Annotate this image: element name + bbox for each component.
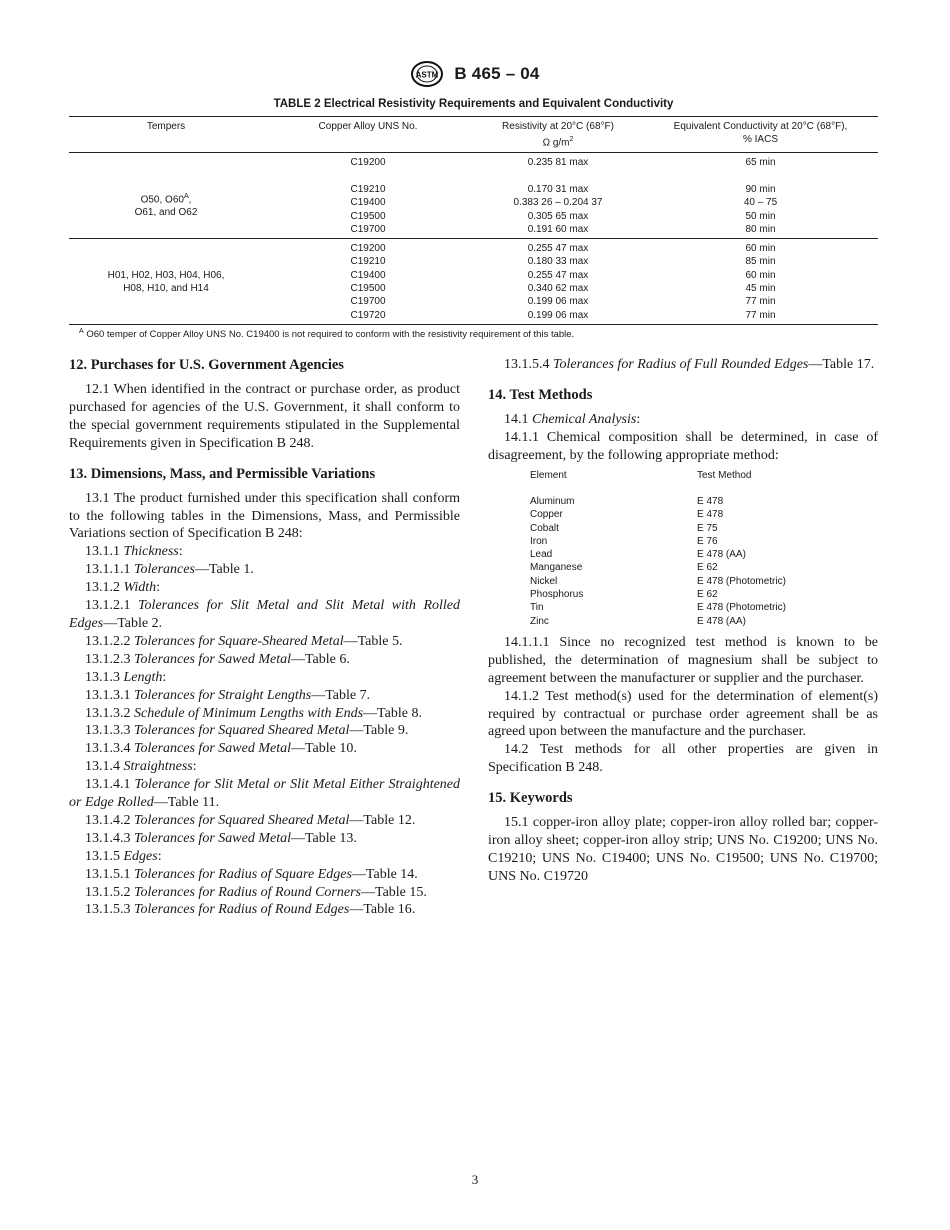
item-number: 13.1.5.2 xyxy=(85,884,131,900)
alloy-cell xyxy=(263,242,473,322)
item-number: 13.1.2.2 xyxy=(85,633,131,649)
temper-footnote-mark: A xyxy=(183,193,189,201)
alloy-value: C19700 xyxy=(350,223,386,235)
methods-header-row xyxy=(530,469,786,495)
alloy-value: C19720 xyxy=(350,309,386,321)
item-number: 13.1.3.4 xyxy=(85,741,131,757)
element-cell: Zinc xyxy=(530,615,549,627)
conductivity-cell xyxy=(643,156,878,236)
table-row xyxy=(530,588,786,601)
section-14-heading: 14. Test Methods xyxy=(488,386,593,403)
item-number: 13.1.4.2 xyxy=(85,812,131,828)
list-item xyxy=(69,722,460,740)
temper-cell xyxy=(69,242,263,322)
section-13-heading: 13. Dimensions, Mass, and Permissible Variations xyxy=(69,465,376,482)
method-cell: E 76 xyxy=(697,535,718,547)
conductivity-value: 90 min xyxy=(745,183,776,195)
paragraph-14-1-1-1: 14.1.1.1 Since no recognized test method is known to be published, the determination of magnesium shall be subject to agreement between the manufacturer or supplier and the purchaser. xyxy=(488,634,878,686)
conductivity-value: 65 min xyxy=(745,157,776,169)
element-cell: Lead xyxy=(530,549,553,561)
method-cell: E 478 (Photometric) xyxy=(697,602,786,614)
temper-text: O50, O60 xyxy=(140,194,184,206)
header-resistivity-line2 xyxy=(473,133,643,149)
paragraph-14-1 xyxy=(488,411,878,429)
header-conductivity-line1: Equivalent Conductivity at 20°C (68°F), xyxy=(673,121,848,132)
conductivity-cell xyxy=(643,242,878,322)
header-conductivity xyxy=(643,117,878,153)
header-resistivity-line1: Resistivity at 20°C (68°F) xyxy=(502,121,614,132)
table-row xyxy=(530,561,786,574)
temper-cell xyxy=(69,156,263,236)
paragraph-13-1: 13.1 The product furnished under this specification shall conform to the following tables in the Dimensions, Mass, and Permissible Variations section of Specification B 248: xyxy=(69,490,460,542)
item-ref: —Table 16. xyxy=(349,902,416,918)
table-footnote xyxy=(69,328,878,340)
resistivity-value: 0.180 33 max xyxy=(527,256,589,268)
table-row xyxy=(530,508,786,521)
item-title: Straightness xyxy=(123,759,193,775)
resistivity-cell xyxy=(473,156,643,236)
document-id: B 465 – 04 xyxy=(454,64,540,83)
methods-header-method: Test Method xyxy=(697,469,752,481)
item-title: Tolerances for Square-Sheared Metal xyxy=(134,633,344,649)
temper-line: H01, H02, H03, H04, H06, xyxy=(107,270,225,281)
method-cell: E 478 xyxy=(697,495,724,507)
temper-text-end: , xyxy=(188,194,192,206)
list-item xyxy=(69,651,460,669)
item-number: 13.1.3 xyxy=(85,669,120,685)
footnote-mark: A xyxy=(79,327,84,335)
alloy-value: C19210 xyxy=(350,256,386,268)
astm-logo-icon xyxy=(410,60,444,88)
item-ref: : xyxy=(162,669,167,685)
list-item xyxy=(69,866,460,884)
resistivity-value: 0.170 31 max xyxy=(527,183,589,195)
item-number: 13.1.3.1 xyxy=(85,687,131,703)
element-cell: Copper xyxy=(530,509,563,521)
table-row xyxy=(69,156,878,236)
resistivity-value: 0.235 81 max xyxy=(527,157,589,169)
item-number: 13.1.5.3 xyxy=(85,902,131,918)
element-cell: Manganese xyxy=(530,562,583,574)
table-row xyxy=(69,242,878,322)
resistivity-value: 0.199 06 max xyxy=(527,309,589,321)
resistivity-value: 0.340 62 max xyxy=(527,283,589,294)
table-caption: TABLE 2 Electrical Resistivity Requirements and Equivalent Conductivity xyxy=(273,98,674,110)
item-title: Width xyxy=(123,580,157,596)
item-number: 13.1.1.1 xyxy=(85,562,131,578)
table-2 xyxy=(69,98,878,340)
element-cell: Tin xyxy=(530,602,544,614)
item-number: 13.1.2.3 xyxy=(85,651,131,667)
item-number: 14.1 xyxy=(504,411,529,427)
paragraph-14-2: 14.2 Test methods for all other properties are given in Specification B 248. xyxy=(488,742,878,776)
list-item xyxy=(69,579,460,597)
alloy-value: C19200 xyxy=(350,157,386,169)
alloy-value: C19700 xyxy=(350,296,386,308)
item-ref: —Table 14. xyxy=(351,866,418,882)
item-title: Tolerance for Slit Metal or Slit Metal Either Straightened or Edge Rolled xyxy=(69,777,461,811)
table-row xyxy=(530,495,786,508)
item-title: Thickness xyxy=(123,544,179,560)
item-number: 13.1.5 xyxy=(85,848,120,864)
method-cell: E 478 (AA) xyxy=(697,549,746,561)
conductivity-value: 50 min xyxy=(745,210,776,222)
item-ref: —Table 9. xyxy=(349,723,409,739)
test-methods-table xyxy=(530,469,786,628)
conductivity-value: 77 min xyxy=(745,296,776,308)
item-ref: —Table 11. xyxy=(153,795,220,811)
method-cell: E 478 xyxy=(697,509,724,521)
resistivity-cell xyxy=(473,242,643,322)
item-ref: —Table 13. xyxy=(290,830,357,846)
list-item xyxy=(69,633,460,651)
item-ref: —Table 17. xyxy=(808,357,875,372)
table-row xyxy=(530,575,786,588)
astm-logo-text: ASTM xyxy=(416,70,439,80)
list-item xyxy=(69,830,460,848)
method-cell: E 478 (AA) xyxy=(697,615,746,627)
conductivity-value: 77 min xyxy=(745,309,776,321)
header-tempers: Tempers xyxy=(146,121,186,132)
item-number: 13.1.4 xyxy=(85,759,120,775)
alloy-value: C19400 xyxy=(350,269,386,281)
item-title: Tolerances for Squared Sheared Metal xyxy=(134,723,350,739)
list-item xyxy=(69,543,460,561)
item-title: Tolerances for Slit Metal and Slit Metal with Rolled Edges xyxy=(69,598,460,631)
conductivity-value: 45 min xyxy=(745,283,776,294)
item-ref: —Table 6. xyxy=(290,651,350,667)
item-number: 13.1.4.1 xyxy=(85,777,131,793)
conductivity-value: 85 min xyxy=(745,256,776,268)
item-title: Tolerances for Radius of Square Edges xyxy=(134,866,352,882)
page-header xyxy=(0,60,950,88)
resistivity-value: 0.255 47 max xyxy=(527,269,589,281)
list-item xyxy=(69,705,460,723)
section-12-heading: 12. Purchases for U.S. Government Agencies xyxy=(69,357,344,373)
footnote-text: O60 temper of Copper Alloy UNS No. C19400 is not required to conform with the resistivity requirement of this table. xyxy=(86,329,575,341)
item-ref: —Table 10. xyxy=(290,741,357,757)
item-title: Tolerances for Sawed Metal xyxy=(134,651,291,667)
temper-line: O61, and O62 xyxy=(134,207,198,219)
alloy-value: C19400 xyxy=(350,197,386,209)
item-ref: —Table 7. xyxy=(311,687,371,703)
conductivity-value: 60 min xyxy=(745,243,776,255)
method-cell: E 75 xyxy=(697,522,718,534)
element-cell: Iron xyxy=(530,535,548,547)
list-item xyxy=(69,848,460,866)
method-cell: E 62 xyxy=(697,562,718,574)
item-number: 13.1.5.1 xyxy=(85,866,131,882)
list-item xyxy=(69,812,460,830)
list-item xyxy=(69,687,460,705)
conductivity-value: 60 min xyxy=(745,269,776,281)
list-item xyxy=(69,597,460,633)
resistivity-value: 0.199 06 max xyxy=(527,296,589,308)
alloy-value: C19200 xyxy=(350,243,386,255)
element-cell: Cobalt xyxy=(530,522,559,534)
resistivity-table xyxy=(69,116,878,325)
method-cell: E 62 xyxy=(697,589,718,600)
methods-header-element: Element xyxy=(530,469,567,481)
item-title: Length xyxy=(123,669,163,685)
table-group-hard xyxy=(69,239,878,325)
table-row xyxy=(530,601,786,614)
table-row xyxy=(530,615,786,628)
item-number: 13.1.5.4 xyxy=(504,357,550,372)
alloy-value: C19500 xyxy=(350,283,386,294)
item-ref: : xyxy=(192,759,197,775)
table-row xyxy=(530,548,786,561)
list-item xyxy=(69,561,460,579)
table-row xyxy=(530,535,786,548)
list-item xyxy=(69,776,460,812)
item-title: Chemical Analysis xyxy=(532,411,637,427)
item-title: Edges xyxy=(123,848,158,864)
table-group-annealed xyxy=(69,153,878,239)
page-number: 3 xyxy=(471,1172,479,1187)
resistivity-value: 0.255 47 max xyxy=(527,243,589,255)
item-ref: —Table 5. xyxy=(343,633,403,649)
item-number: 13.1.3.2 xyxy=(85,705,131,721)
alloy-cell xyxy=(263,156,473,236)
left-column xyxy=(69,356,460,919)
method-cell: E 478 (Photometric) xyxy=(697,575,786,587)
item-number: 13.1.3.3 xyxy=(85,723,131,739)
conductivity-value: 80 min xyxy=(745,223,776,235)
temper-line: H08, H10, and H14 xyxy=(123,283,209,294)
item-number: 13.1.4.3 xyxy=(85,830,131,846)
temper-line xyxy=(69,190,263,206)
conductivity-value: 40 – 75 xyxy=(743,197,778,209)
item-ref: : xyxy=(636,411,641,427)
header-conductivity-line2: % IACS xyxy=(742,134,778,145)
item-title: Tolerances for Squared Sheared Metal xyxy=(134,812,350,828)
item-ref: —Table 2. xyxy=(103,615,163,631)
alloy-value: C19500 xyxy=(350,210,386,222)
item-number: 13.1.2.1 xyxy=(85,598,131,614)
paragraph-14-1-1: 14.1.1 Chemical composition shall be determined, in case of disagreement, by the following appropriate method: xyxy=(488,429,878,463)
paragraph-12-1: 12.1 When identified in the contract or purchase order, as product purchased for agencies of the U.S. Government, it shall conform to the special government requirements stipulated in the Supplemental Requirements given in Specification B 248. xyxy=(69,382,460,451)
alloy-value: C19210 xyxy=(350,183,386,195)
list-item xyxy=(69,740,460,758)
item-title: Tolerances for Radius of Round Corners xyxy=(134,884,361,900)
item-ref: —Table 8. xyxy=(363,705,422,721)
section-15-heading: 15. Keywords xyxy=(488,790,573,807)
resistivity-value: 0.383 26 – 0.204 37 xyxy=(513,197,603,209)
item-title: Tolerances for Straight Lengths xyxy=(134,687,312,703)
item-title: Tolerances xyxy=(134,562,195,578)
item-number: 13.1.2 xyxy=(85,580,120,596)
item-title: Tolerances for Sawed Metal xyxy=(134,741,291,757)
list-item xyxy=(488,356,878,374)
resistivity-unit: Ω g/m xyxy=(542,137,570,149)
item-title: Tolerances for Radius of Full Rounded Edges xyxy=(553,357,809,372)
element-cell: Aluminum xyxy=(530,495,575,507)
list-item xyxy=(69,669,460,687)
table-header-row xyxy=(69,117,878,153)
item-ref: —Table 15. xyxy=(361,884,427,900)
table-row xyxy=(530,522,786,535)
header-resistivity xyxy=(473,117,643,153)
item-title: Tolerances for Radius of Round Edges xyxy=(134,902,350,918)
resistivity-value: 0.191 60 max xyxy=(527,223,589,235)
item-ref: : xyxy=(157,848,162,864)
right-column xyxy=(488,356,878,886)
item-ref: —Table 12. xyxy=(349,812,416,828)
item-number: 13.1.1 xyxy=(85,544,120,560)
resistivity-value: 0.305 65 max xyxy=(527,210,589,222)
list-item xyxy=(69,884,460,902)
paragraph-15-1: 15.1 copper-iron alloy plate; copper-iron alloy rolled bar; copper-iron alloy sheet; copper-iron alloy strip; UNS No. C19200; UNS No. C19210; UNS No. C19400; UNS No. C19500; UNS No. C19700; UNS No. C19720 xyxy=(488,815,878,884)
paragraph-14-1-2: 14.1.2 Test method(s) used for the determination of element(s) required by contractual or purchase order agreement shall be as agreed upon between the manufacture and the purchaser. xyxy=(488,688,878,740)
resistivity-unit-sup: 2 xyxy=(569,136,574,143)
item-title: Tolerances for Sawed Metal xyxy=(134,830,291,846)
item-ref: : xyxy=(156,580,161,596)
element-cell: Phosphorus xyxy=(530,589,584,600)
element-cell: Nickel xyxy=(530,575,558,587)
list-item xyxy=(69,758,460,776)
item-ref: —Table 1. xyxy=(194,562,254,578)
item-ref: : xyxy=(178,544,183,560)
list-item xyxy=(69,901,460,919)
header-alloy: Copper Alloy UNS No. xyxy=(318,121,418,132)
item-title: Schedule of Minimum Lengths with Ends xyxy=(134,705,364,721)
